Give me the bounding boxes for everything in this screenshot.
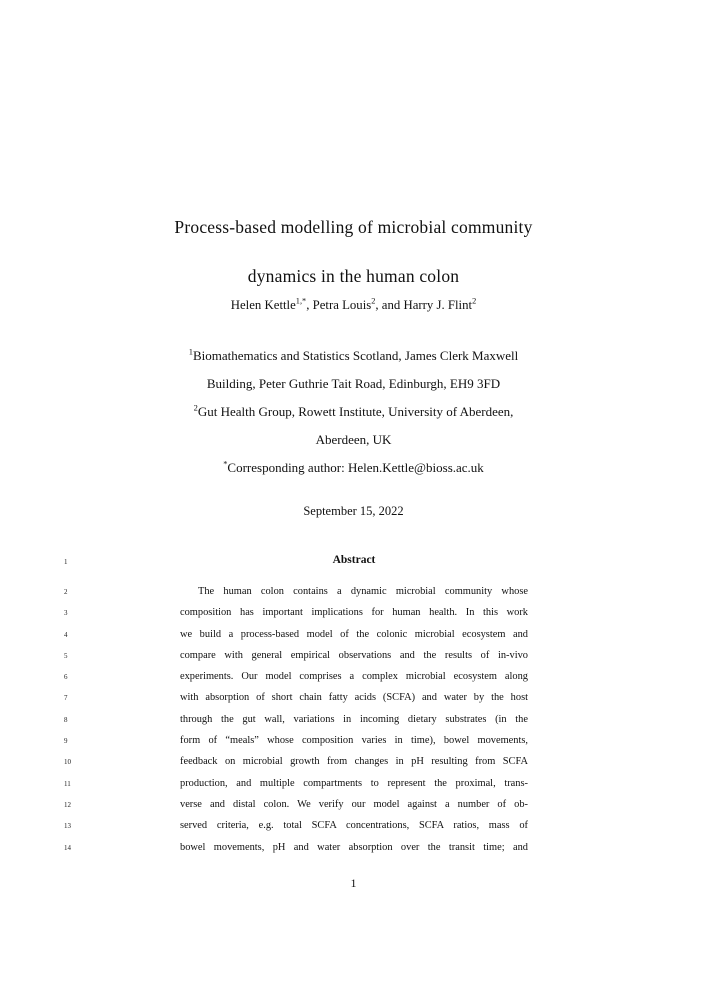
abstract-line xyxy=(64,584,528,605)
line-number: 4 xyxy=(64,630,68,639)
corresponding-author-marker: * xyxy=(223,458,228,469)
abstract-line-text: with absorption of short chain fatty acids (SCFA) and water by the host xyxy=(180,692,528,704)
abstract-line-text: form of “meals” whose composition varies in time), bowel movements, xyxy=(180,735,528,747)
line-number: 14 xyxy=(64,843,71,852)
affiliation-1-marker: 1 xyxy=(188,346,193,357)
page-number: 1 xyxy=(350,876,357,890)
author-2-superscript: 2 xyxy=(371,296,376,306)
abstract-line xyxy=(64,669,528,690)
line-number: 8 xyxy=(64,715,68,724)
line-number: 3 xyxy=(64,609,68,618)
author-3-superscript: 2 xyxy=(472,296,477,306)
abstract-line-text: compare with general empirical observations and the results of in-vivo xyxy=(180,649,528,661)
author-1: Helen Kettle xyxy=(230,298,296,312)
author-2: , Petra Louis xyxy=(306,298,372,312)
abstract-line xyxy=(64,627,528,648)
abstract-line xyxy=(64,648,528,669)
abstract-heading: Abstract xyxy=(332,554,376,566)
line-number: 10 xyxy=(64,758,71,767)
affiliation-line-3 xyxy=(0,398,707,426)
abstract-line xyxy=(64,818,528,839)
abstract-line xyxy=(64,797,528,818)
affiliation-line-2 xyxy=(0,370,707,398)
affiliation-line-4 xyxy=(0,426,707,454)
affiliation-3-marker: 2 xyxy=(193,402,198,413)
line-number: 13 xyxy=(64,822,71,831)
abstract-line xyxy=(64,605,528,626)
abstract-line-text: we build a process-based model of the colonic microbial ecosystem and xyxy=(180,628,528,640)
abstract-line-text: composition has important implications for human health. In this work xyxy=(180,607,528,619)
author-3: , and Harry J. Flint xyxy=(375,298,473,312)
line-number: 7 xyxy=(64,694,68,703)
author-1-superscript: 1,* xyxy=(295,296,307,306)
abstract-line-text: verse and distal colon. We verify our model against a number of ob- xyxy=(180,798,528,810)
paper-title xyxy=(0,203,707,301)
abstract-line-text: production, and multiple compartments to represent the proximal, trans- xyxy=(180,777,528,789)
abstract-line xyxy=(64,690,528,711)
abstract-line-text: feedback on microbial growth from changes in pH resulting from SCFA xyxy=(180,756,528,768)
line-number: 11 xyxy=(64,779,71,788)
abstract-line xyxy=(64,840,528,861)
line-number: 9 xyxy=(64,737,68,746)
affiliation-3-text: Gut Health Group, Rowett Institute, University of Aberdeen, xyxy=(197,404,514,419)
affiliation-4-text: Aberdeen, UK xyxy=(315,432,392,447)
corresponding-author-text: Corresponding author: Helen.Kettle@bioss.ac.uk xyxy=(227,460,484,475)
abstract-line xyxy=(64,733,528,754)
line-number: 12 xyxy=(64,800,71,809)
line-number: 5 xyxy=(64,651,68,660)
paper-title-line-2: dynamics in the human colon xyxy=(247,266,460,286)
abstract-line xyxy=(64,776,528,797)
line-number-1: 1 xyxy=(64,558,68,566)
abstract-line-text: bowel movements, pH and water absorption over the transit time; and xyxy=(180,841,528,853)
abstract-heading-row xyxy=(64,554,528,584)
line-number: 2 xyxy=(64,588,68,596)
affiliation-line-1 xyxy=(0,342,707,370)
abstract-line-text: experiments. Our model comprises a complex microbial ecosystem along xyxy=(180,671,528,683)
authors-line xyxy=(0,298,707,313)
affiliation-2-text: Building, Peter Guthrie Tait Road, Edinburgh, EH9 3FD xyxy=(206,376,501,391)
abstract-line-text: The human colon contains a dynamic microbial community whose xyxy=(198,586,528,597)
paper-title-line-1: Process-based modelling of microbial community xyxy=(174,217,533,237)
abstract-line xyxy=(64,712,528,733)
paper-date: September 15, 2022 xyxy=(303,504,404,518)
line-number: 6 xyxy=(64,673,68,682)
affiliation-1-text: Biomathematics and Statistics Scotland, James Clerk Maxwell xyxy=(192,348,519,363)
abstract-line xyxy=(64,754,528,775)
corresponding-author-line xyxy=(0,454,707,482)
abstract-line-text: through the gut wall, variations in incoming dietary substrates (in the xyxy=(180,713,528,725)
abstract-line-text: served criteria, e.g. total SCFA concentrations, SCFA ratios, mass of xyxy=(180,820,528,832)
affiliations-block xyxy=(0,342,707,482)
abstract-section xyxy=(64,554,528,861)
